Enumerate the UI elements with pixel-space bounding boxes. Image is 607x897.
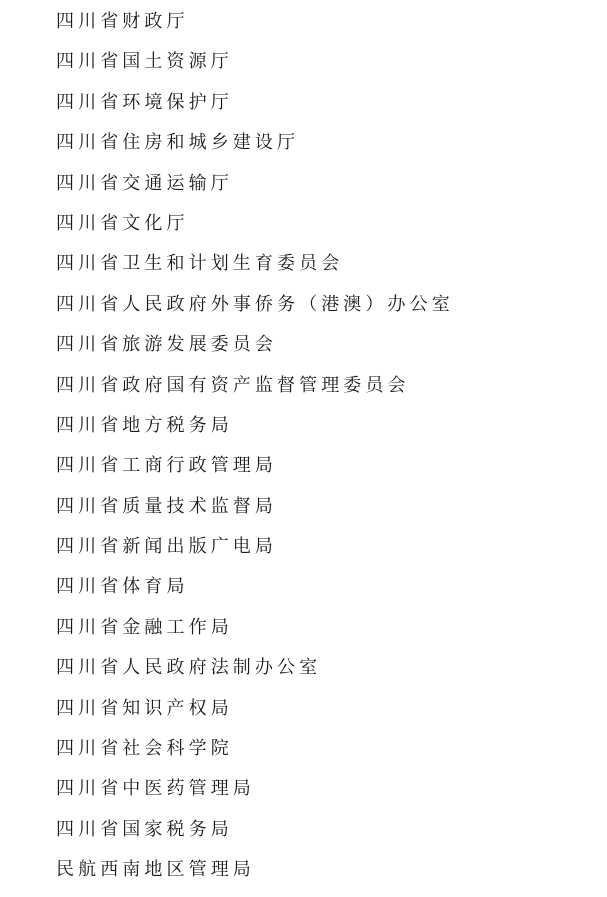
organization-item: 四川省住房和城乡建设厅	[56, 132, 300, 154]
organization-item: 民航西南地区管理局	[56, 859, 255, 881]
organization-item: 四川省环境保护厅	[56, 91, 233, 113]
organization-item: 四川省卫生和计划生育委员会	[56, 253, 344, 275]
organization-list	[56, 8, 454, 897]
organization-item: 四川省知识产权局	[56, 697, 233, 719]
organization-item: 四川省国家税务局	[56, 818, 233, 840]
organization-item: 四川省工商行政管理局	[56, 455, 277, 477]
organization-item: 四川省文化厅	[56, 212, 189, 234]
organization-item: 四川省交通运输厅	[56, 172, 233, 194]
organization-item: 四川省国土资源厅	[56, 51, 233, 73]
organization-item: 四川省人民政府外事侨务（港澳）办公室	[56, 293, 454, 315]
organization-item: 四川省体育局	[56, 576, 189, 598]
organization-item: 四川省旅游发展委员会	[56, 334, 277, 356]
organization-item: 四川省中医药管理局	[56, 778, 255, 800]
organization-item: 四川省地方税务局	[56, 414, 233, 436]
organization-item: 四川省财政厅	[56, 11, 189, 32]
organization-item: 四川省政府国有资产监督管理委员会	[56, 374, 410, 396]
organization-item: 四川省社会科学院	[56, 738, 233, 760]
organization-item: 四川省新闻出版广电局	[56, 536, 277, 558]
organization-item: 四川省人民政府法制办公室	[56, 657, 322, 679]
organization-item: 四川省质量技术监督局	[56, 495, 277, 517]
organization-item: 四川省金融工作局	[56, 616, 233, 638]
